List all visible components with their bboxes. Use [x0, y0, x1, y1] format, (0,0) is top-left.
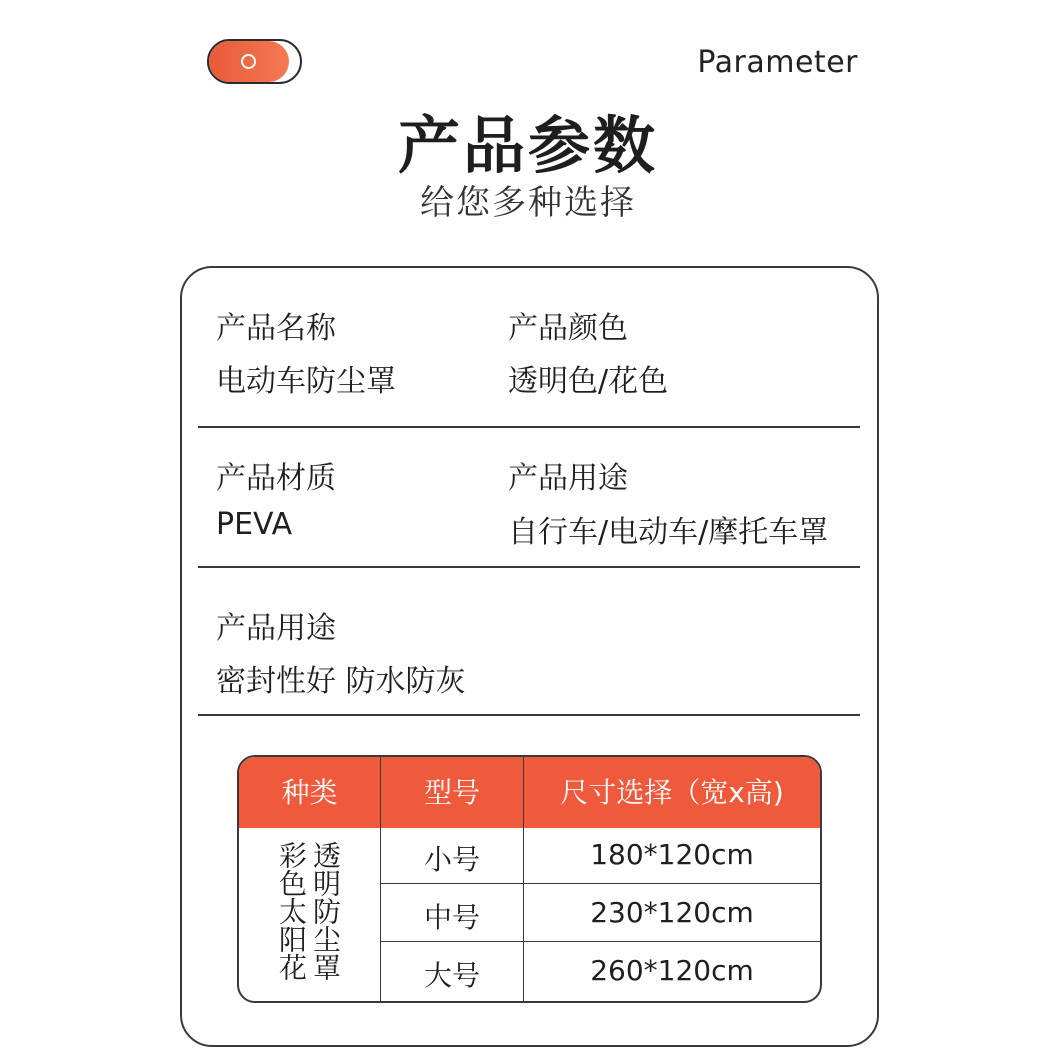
param-value-color: 透明色/花色: [508, 364, 669, 399]
param-label-usage: 产品用途: [508, 461, 628, 496]
divider: [198, 426, 860, 428]
param-label-name: 产品名称: [216, 311, 336, 346]
table-kind-color: 彩色太阳花: [275, 841, 308, 981]
param-label-color: 产品颜色: [508, 311, 628, 346]
size-table: [237, 755, 822, 1003]
divider: [198, 566, 860, 568]
table-row-divider: [381, 941, 822, 942]
param-label-material: 产品材质: [216, 461, 336, 496]
param-label-feature: 产品用途: [216, 611, 336, 646]
page-title: 产品参数: [397, 109, 658, 182]
param-value-usage: 自行车/电动车/摩托车罩: [508, 515, 829, 550]
divider: [198, 714, 860, 716]
toggle-switch-icon: [207, 39, 302, 84]
param-value-material: PEVA: [216, 507, 293, 542]
table-header-model: 型号: [423, 776, 480, 809]
table-cell-size: 230*120cm: [590, 896, 754, 929]
param-value-feature: 密封性好 防水防灰: [216, 664, 466, 699]
param-value-name: 电动车防尘罩: [216, 364, 396, 399]
table-header-kind: 种类: [281, 776, 338, 809]
parameter-label: Parameter: [697, 45, 858, 80]
table-cell-model: 中号: [423, 901, 480, 934]
table-kind-transparent: 透明防尘罩: [309, 841, 342, 981]
page-subtitle: 给您多种选择: [420, 183, 636, 223]
toggle-dot-icon: [241, 54, 256, 69]
table-cell-size: 180*120cm: [590, 838, 754, 871]
table-row-divider: [381, 883, 822, 884]
table-cell-model: 大号: [423, 959, 480, 992]
table-cell-model: 小号: [423, 843, 480, 876]
table-header-size: 尺寸选择（宽x高): [560, 776, 784, 809]
table-cell-size: 260*120cm: [590, 954, 754, 987]
